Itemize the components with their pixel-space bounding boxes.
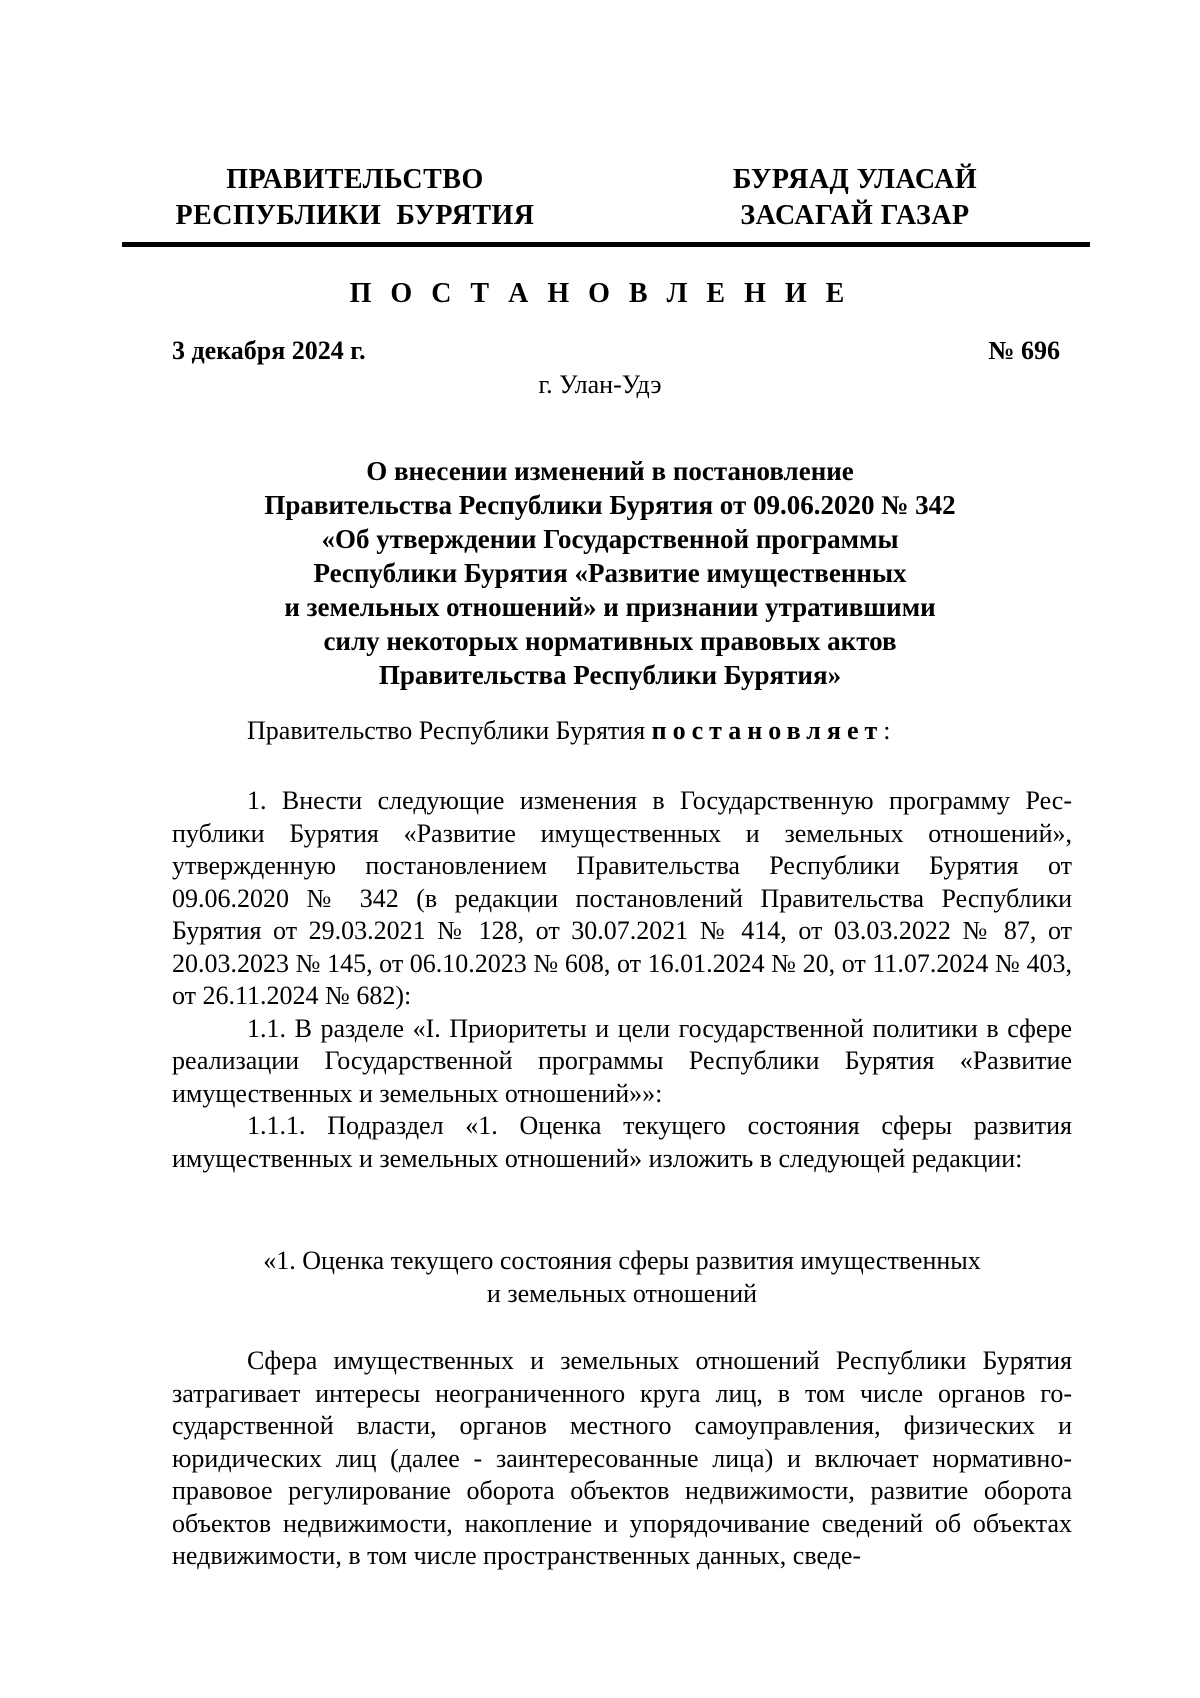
title-line: и земельных отношений» и признании утратившими — [284, 592, 936, 622]
document-place: г. Улан-Удэ — [538, 370, 662, 399]
title-line: Правительства Республики Бурятия» — [378, 660, 842, 690]
title-line: О внесении изменений в постановление — [366, 456, 854, 486]
decree-word: постановляет — [651, 716, 884, 745]
document-number: № 696 — [988, 336, 1060, 365]
body-paragraphs — [172, 785, 1072, 1175]
subheading-line: «1. Оценка текущего состояния сферы развития имущественных — [263, 1246, 981, 1275]
header-org-buryat — [705, 162, 1005, 234]
document-title — [250, 454, 970, 692]
org-line: БУРЯАД УЛАСАЙ — [732, 164, 978, 195]
paragraph: Сфера имущественных и земельных отношений Республики Бурятия затрагивает интересы неограниченного круга лиц, в том числе органов государственной власти, органов местного самоуправления, физических и юридических лиц (далее - заинтересованные лица) и включает нормативно-правовое регулирование оборота объектов недвижимости, развитие оборота объектов недвижимости, накопление и упорядочивание сведений об объектах недвижимости, в том числе пространственных данных, сведе- — [172, 1346, 1072, 1570]
document-type: П О С Т А Н О В Л Е Н И Е — [349, 278, 851, 309]
header-divider — [122, 242, 1090, 247]
paragraph: 1.1.1. Подраздел «1. Оценка текущего состояния сферы развития имущественных и земельных отношений» изложить в следующей редакции: — [172, 1111, 1072, 1173]
section-subheading — [172, 1245, 1072, 1310]
intro-paragraph — [172, 715, 1072, 748]
paragraph: 1. Внести следующие изменения в Государственную программу Республики Бурятия «Развитие имущественных и земельных отношений», утвержденную постановлением Правительства Республики Бурятия от 09.06.2020 № 342 (в редакции постановлений Правительства Республики Бурятия от 29.03.2021 № 128, от 30.07.2021 № 414, от 03.03.2022 № 87, от 20.03.2023 № 145, от 06.10.2023 № 608, от 16.01.2024 № 20, от 11.07.2024 № 403, от 26.11.2024 № 682): — [172, 786, 1072, 1010]
title-line: Правительства Республики Бурятия от 09.06.2020 № 342 — [264, 490, 956, 520]
paragraph: 1.1. В разделе «I. Приоритеты и цели государственной политики в сфере реализации Государственной программы Республики Бурятия «Развитие имущественных и земельных отношений»»: — [172, 1013, 1072, 1108]
title-line: силу некоторых нормативных правовых актов — [323, 626, 897, 656]
title-line: Республики Бурятия «Развитие имущественных — [313, 558, 907, 588]
org-line: РЕСПУБЛИКИ БУРЯТИЯ — [175, 200, 535, 231]
subheading-line: и земельных отношений — [486, 1278, 758, 1308]
sphere-paragraph-block — [172, 1345, 1072, 1573]
document-date: 3 декабря 2024 г. — [172, 336, 366, 365]
header-org-russian — [160, 162, 550, 234]
org-line: ПРАВИТЕЛЬСТВО — [226, 164, 484, 195]
title-line: «Об утверждении Государственной программы — [321, 524, 899, 554]
org-line: ЗАСАГАЙ ГАЗАР — [740, 200, 970, 231]
intro-colon: : — [883, 716, 891, 745]
intro-text: Правительство Республики Бурятия — [247, 716, 652, 745]
